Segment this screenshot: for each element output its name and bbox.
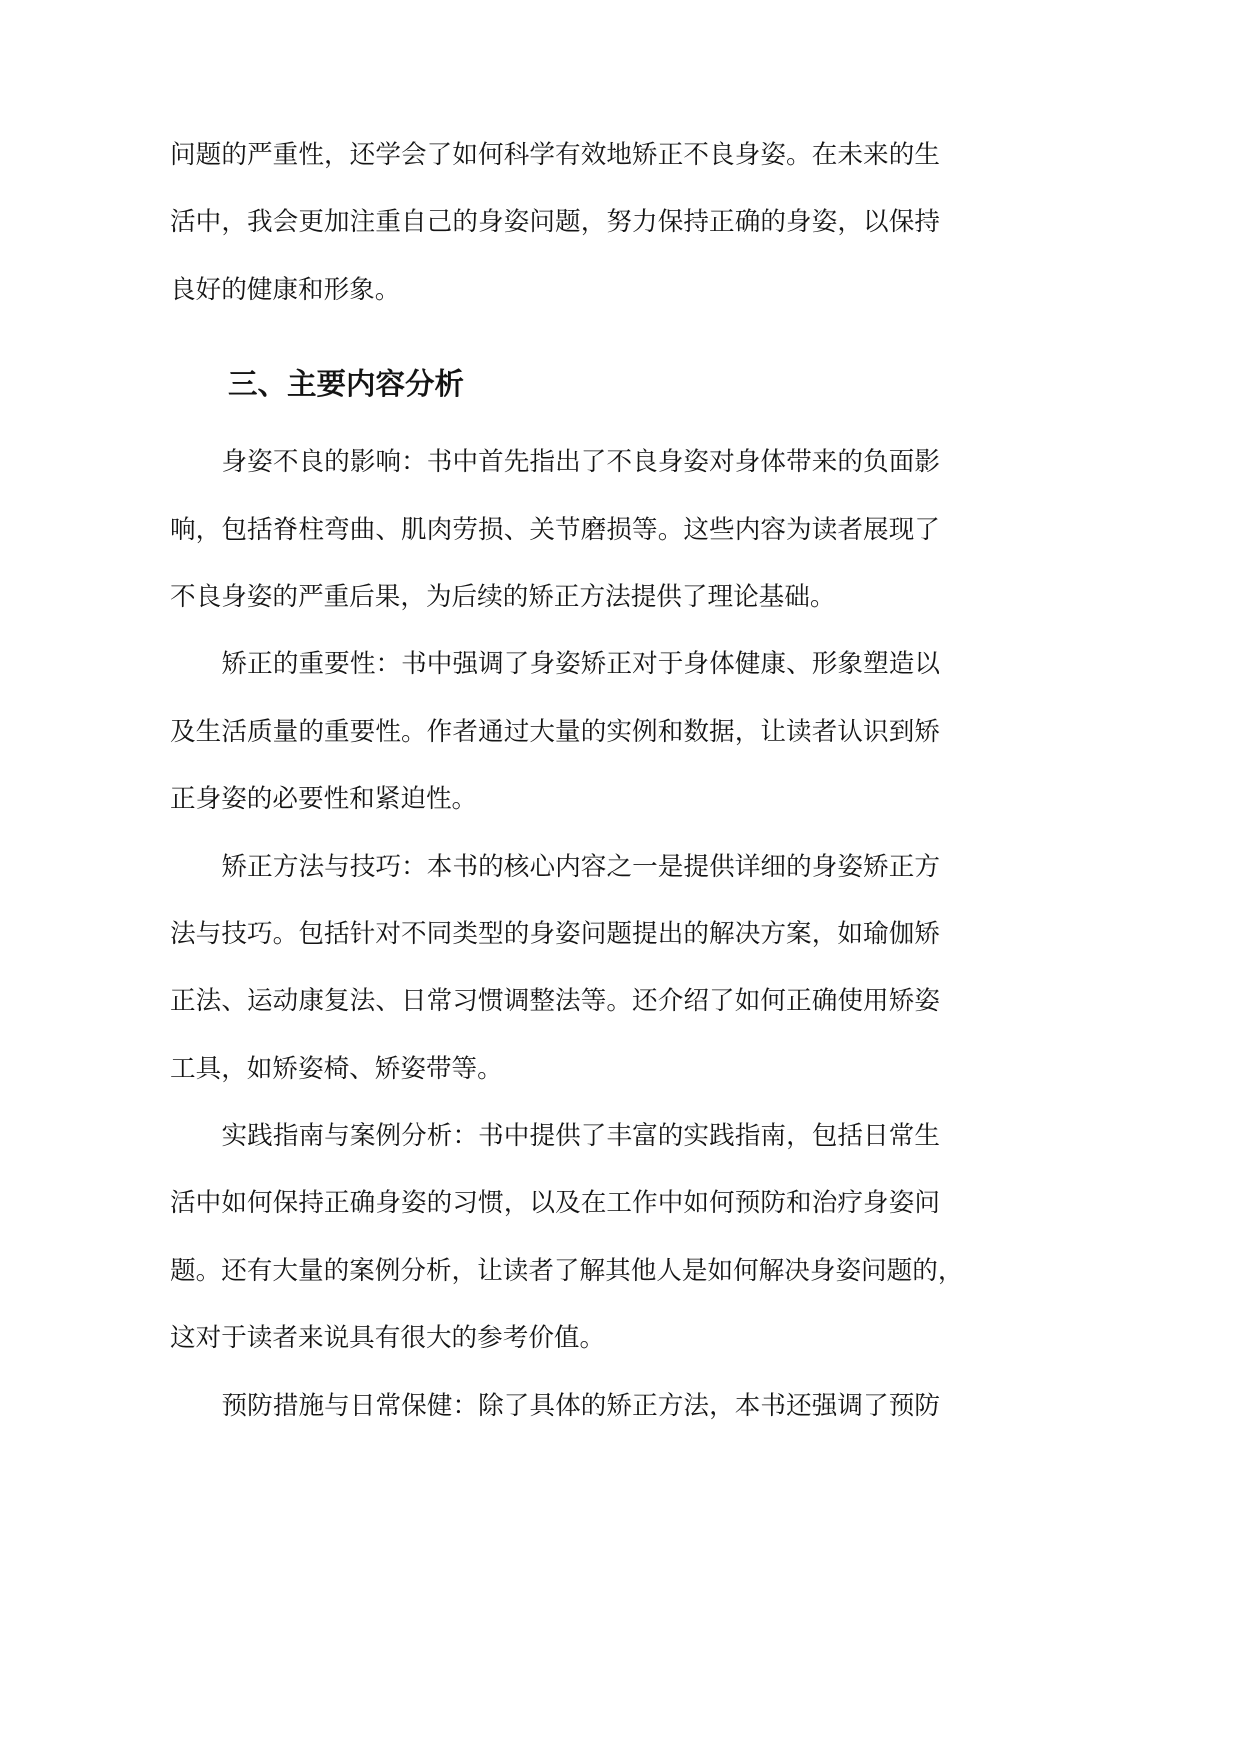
paragraph-line: 正法、运动康复法、日常习惯调整法等。还介绍了如何正确使用矫姿 <box>170 986 940 1016</box>
paragraph-posture-effects <box>170 428 940 630</box>
paragraph-line: 不良身姿的严重后果，为后续的矫正方法提供了理论基础。 <box>170 581 836 611</box>
paragraph-line: 响，包括脊柱弯曲、肌肉劳损、关节磨损等。这些内容为读者展现了 <box>170 514 940 544</box>
paragraph-line: 预防措施与日常保健：除了具体的矫正方法，本书还强调了预防 <box>221 1390 940 1420</box>
paragraph-correction-importance <box>170 630 940 832</box>
paragraph-line: 题。还有大量的案例分析，让读者了解其他人是如何解决身姿问题的， <box>170 1255 964 1285</box>
paragraph-line: 正身姿的必要性和紧迫性。 <box>170 784 478 814</box>
paragraph-line: 这对于读者来说具有很大的参考价值。 <box>170 1323 606 1353</box>
intro-paragraph <box>170 121 940 323</box>
paragraph-practice-guide <box>170 1102 964 1372</box>
paragraph-line: 良好的健康和形象。 <box>170 274 401 304</box>
paragraph-line: 法与技巧。包括针对不同类型的身姿问题提出的解决方案，如瑜伽矫 <box>170 918 940 948</box>
document-page <box>170 121 964 1439</box>
paragraph-line: 活中如何保持正确身姿的习惯，以及在工作中如何预防和治疗身姿问 <box>170 1188 940 1218</box>
paragraph-correction-methods <box>170 833 940 1103</box>
paragraph-line: 及生活质量的重要性。作者通过大量的实例和数据，让读者认识到矫 <box>170 716 940 746</box>
section-heading: 三、主要内容分析 <box>228 369 465 402</box>
paragraph-line: 工具，如矫姿椅、矫姿带等。 <box>170 1053 503 1083</box>
paragraph-line: 矫正的重要性：书中强调了身姿矫正对于身体健康、形象塑造以 <box>221 649 940 679</box>
paragraph-line: 问题的严重性，还学会了如何科学有效地矫正不良身姿。在未来的生 <box>170 140 940 169</box>
paragraph-prevention <box>170 1372 940 1439</box>
paragraph-line: 身姿不良的影响：书中首先指出了不良身姿对身体带来的负面影 <box>221 447 940 477</box>
paragraph-line: 实践指南与案例分析：书中提供了丰富的实践指南，包括日常生 <box>221 1121 940 1151</box>
paragraph-line: 矫正方法与技巧：本书的核心内容之一是提供详细的身姿矫正方 <box>221 851 940 881</box>
paragraph-line: 活中，我会更加注重自己的身姿问题，努力保持正确的身姿，以保持 <box>170 207 940 237</box>
